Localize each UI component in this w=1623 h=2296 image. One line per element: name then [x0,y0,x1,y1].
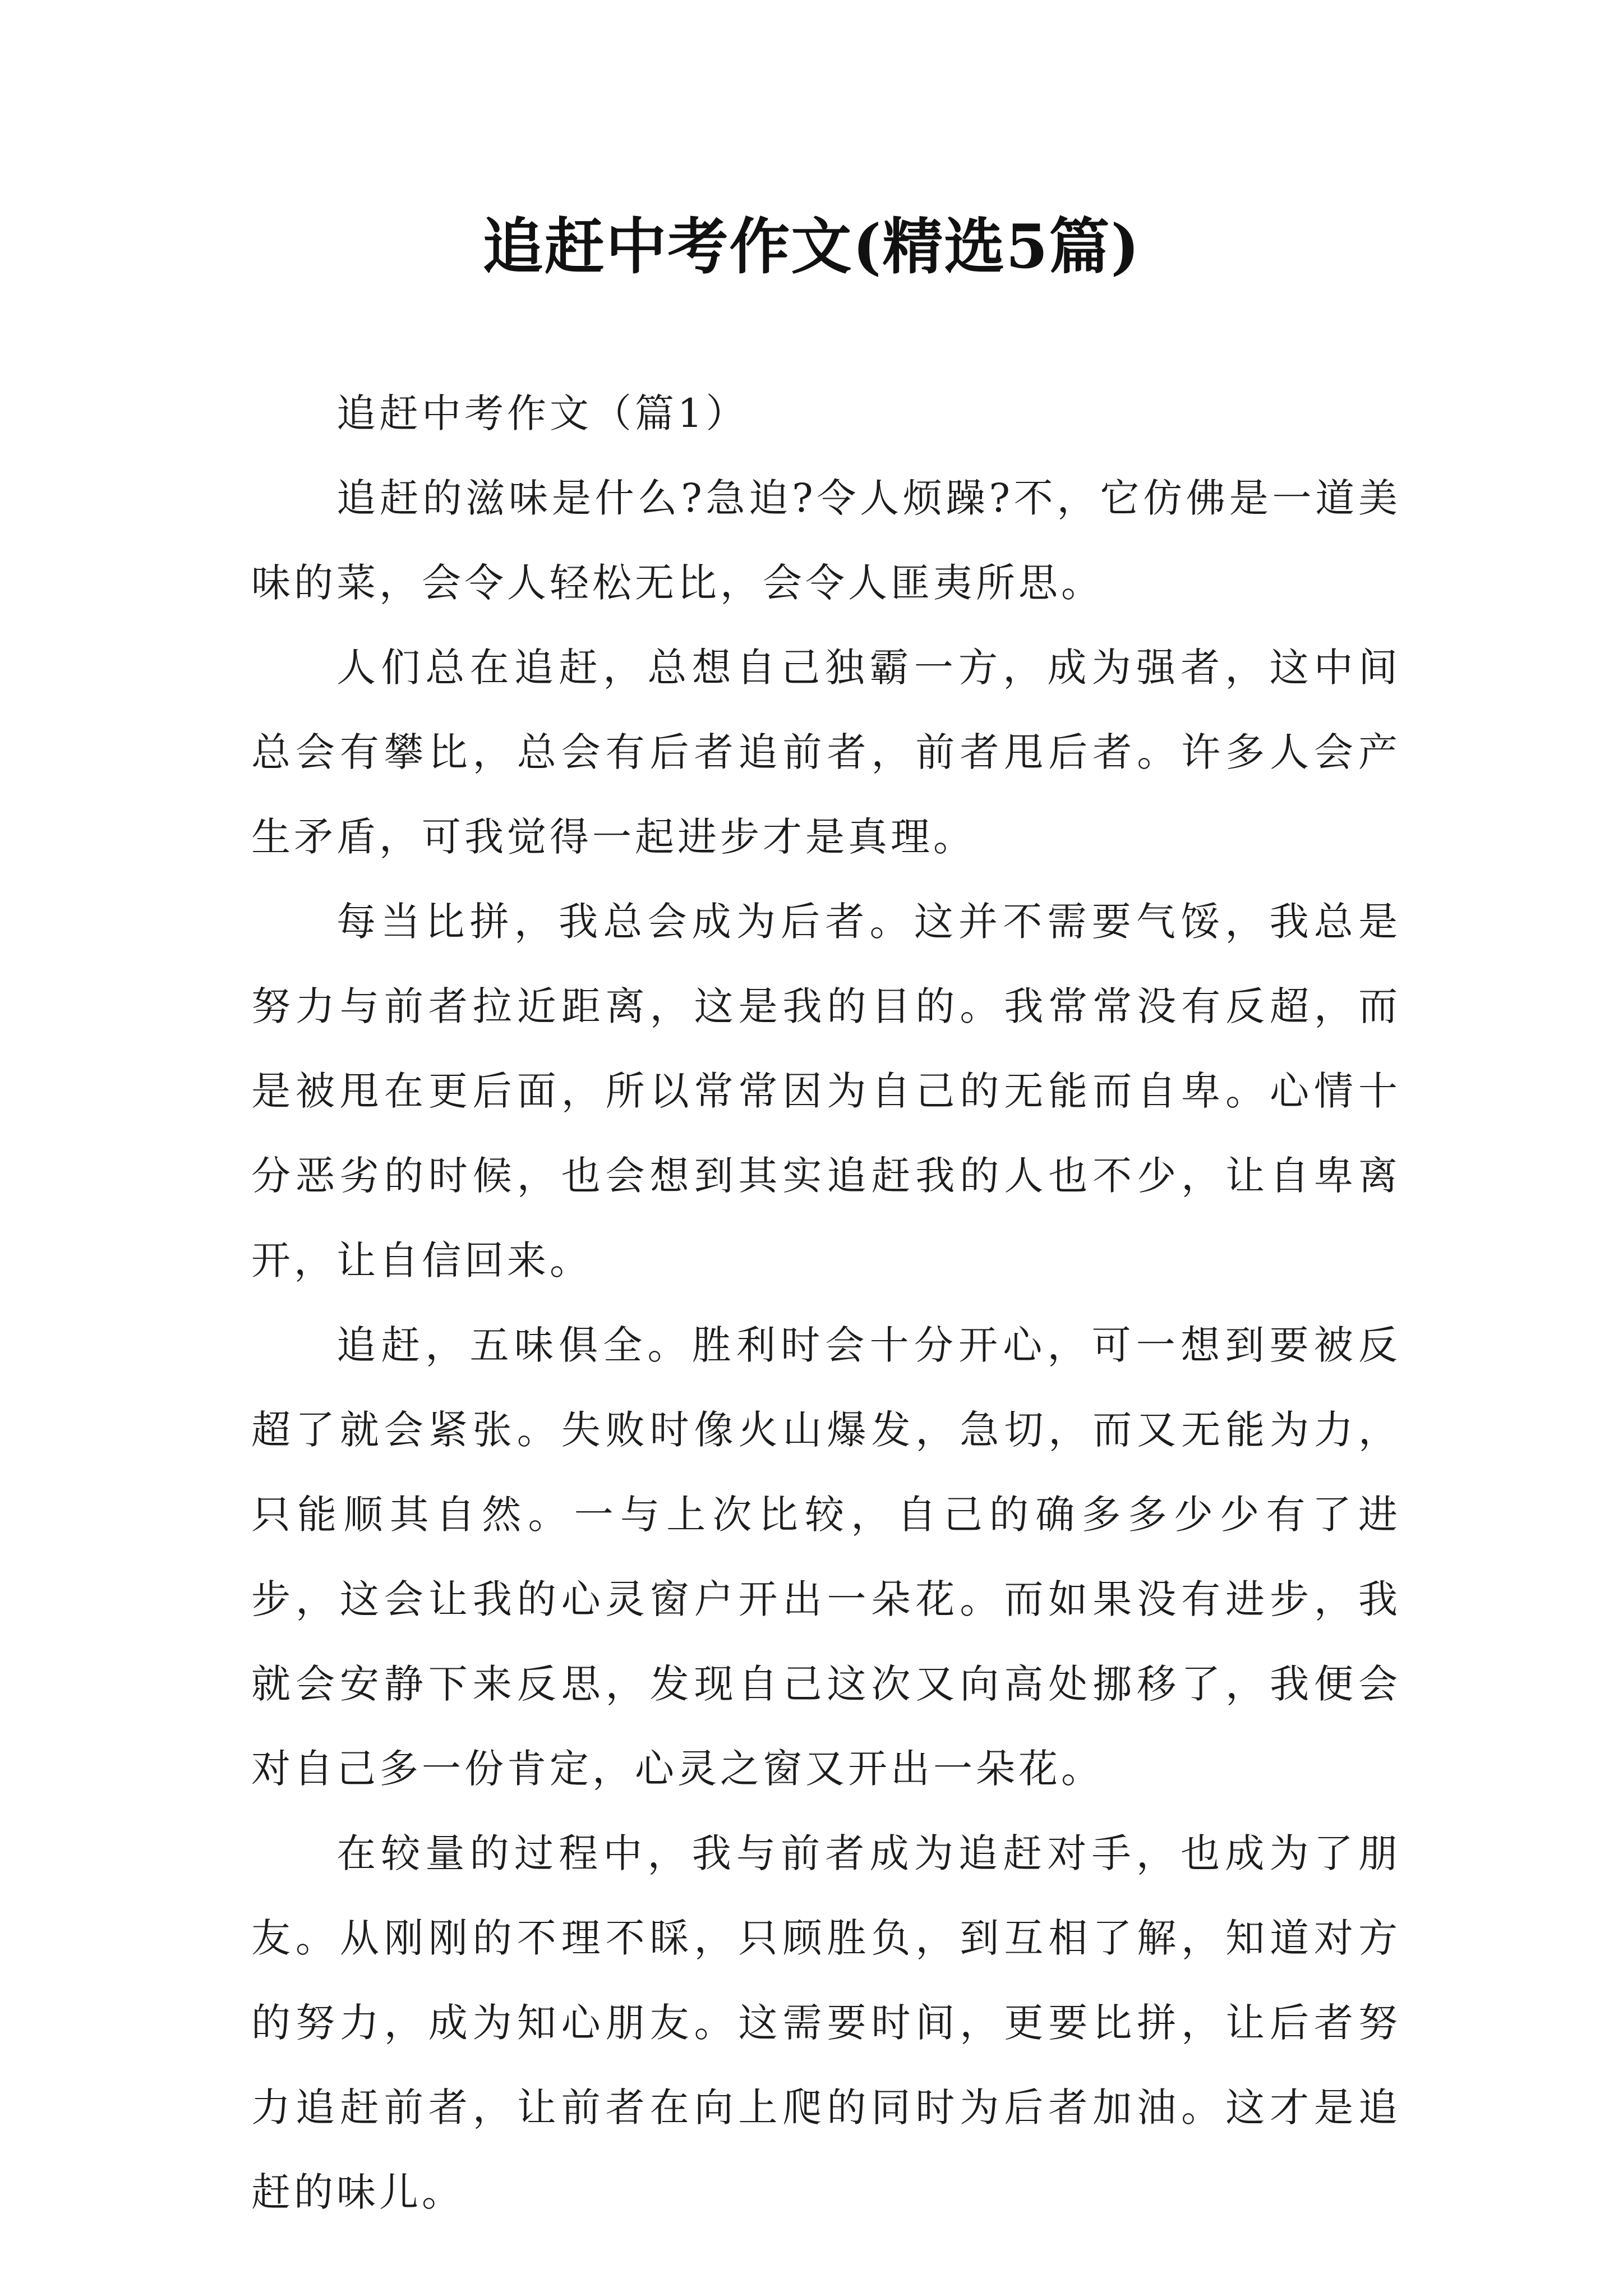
paragraph: 每当比拼，我总会成为后者。这并不需要气馁，我总是努力与前者拉近距离，这是我的目的。我常常没有反超，而是被甩在更后面，所以常常因为自己的无能而自卑。心情十分恶劣的时候，也会想到其实追赶我的人也不少，让自卑离开，让自信回来。 [251,899,1401,1283]
paragraph: 人们总在追赶，总想自己独霸一方，成为强者，这中间总会有攀比，总会有后者追前者，前者甩后者。许多人会产生矛盾，可我觉得一起进步才是真理。 [251,645,1401,860]
document-body [251,371,1401,2235]
document-title: 追赶中考作文(精选5篇) [482,211,1141,282]
paragraph: 在较量的过程中，我与前者成为追赶对手，也成为了朋友。从刚刚的不理不睬，只顾胜负，到互相了解，知道对方的努力，成为知心朋友。这需要时间，更要比拼，让后者努力追赶前者，让前者在向上爬的同时为后者加油。这才是追赶的味儿。 [251,1830,1401,2215]
paragraph: 追赶，五味俱全。胜利时会十分开心，可一想到要被反超了就会紧张。失败时像火山爆发，急切，而又无能为力，只能顺其自然。一与上次比较，自己的确多多少少有了进步，这会让我的心灵窗户开出一朵花。而如果没有进步，我就会安静下来反思，发现自己这次又向高处挪移了，我便会对自己多一份肯定，心灵之窗又开出一朵花。 [251,1322,1401,1792]
section-heading: 追赶中考作文（篇1） [336,390,749,436]
paragraph: 追赶的滋味是什么?急迫?令人烦躁?不，它仿佛是一道美味的菜，会令人轻松无比，会令人匪夷所思。 [251,475,1401,606]
